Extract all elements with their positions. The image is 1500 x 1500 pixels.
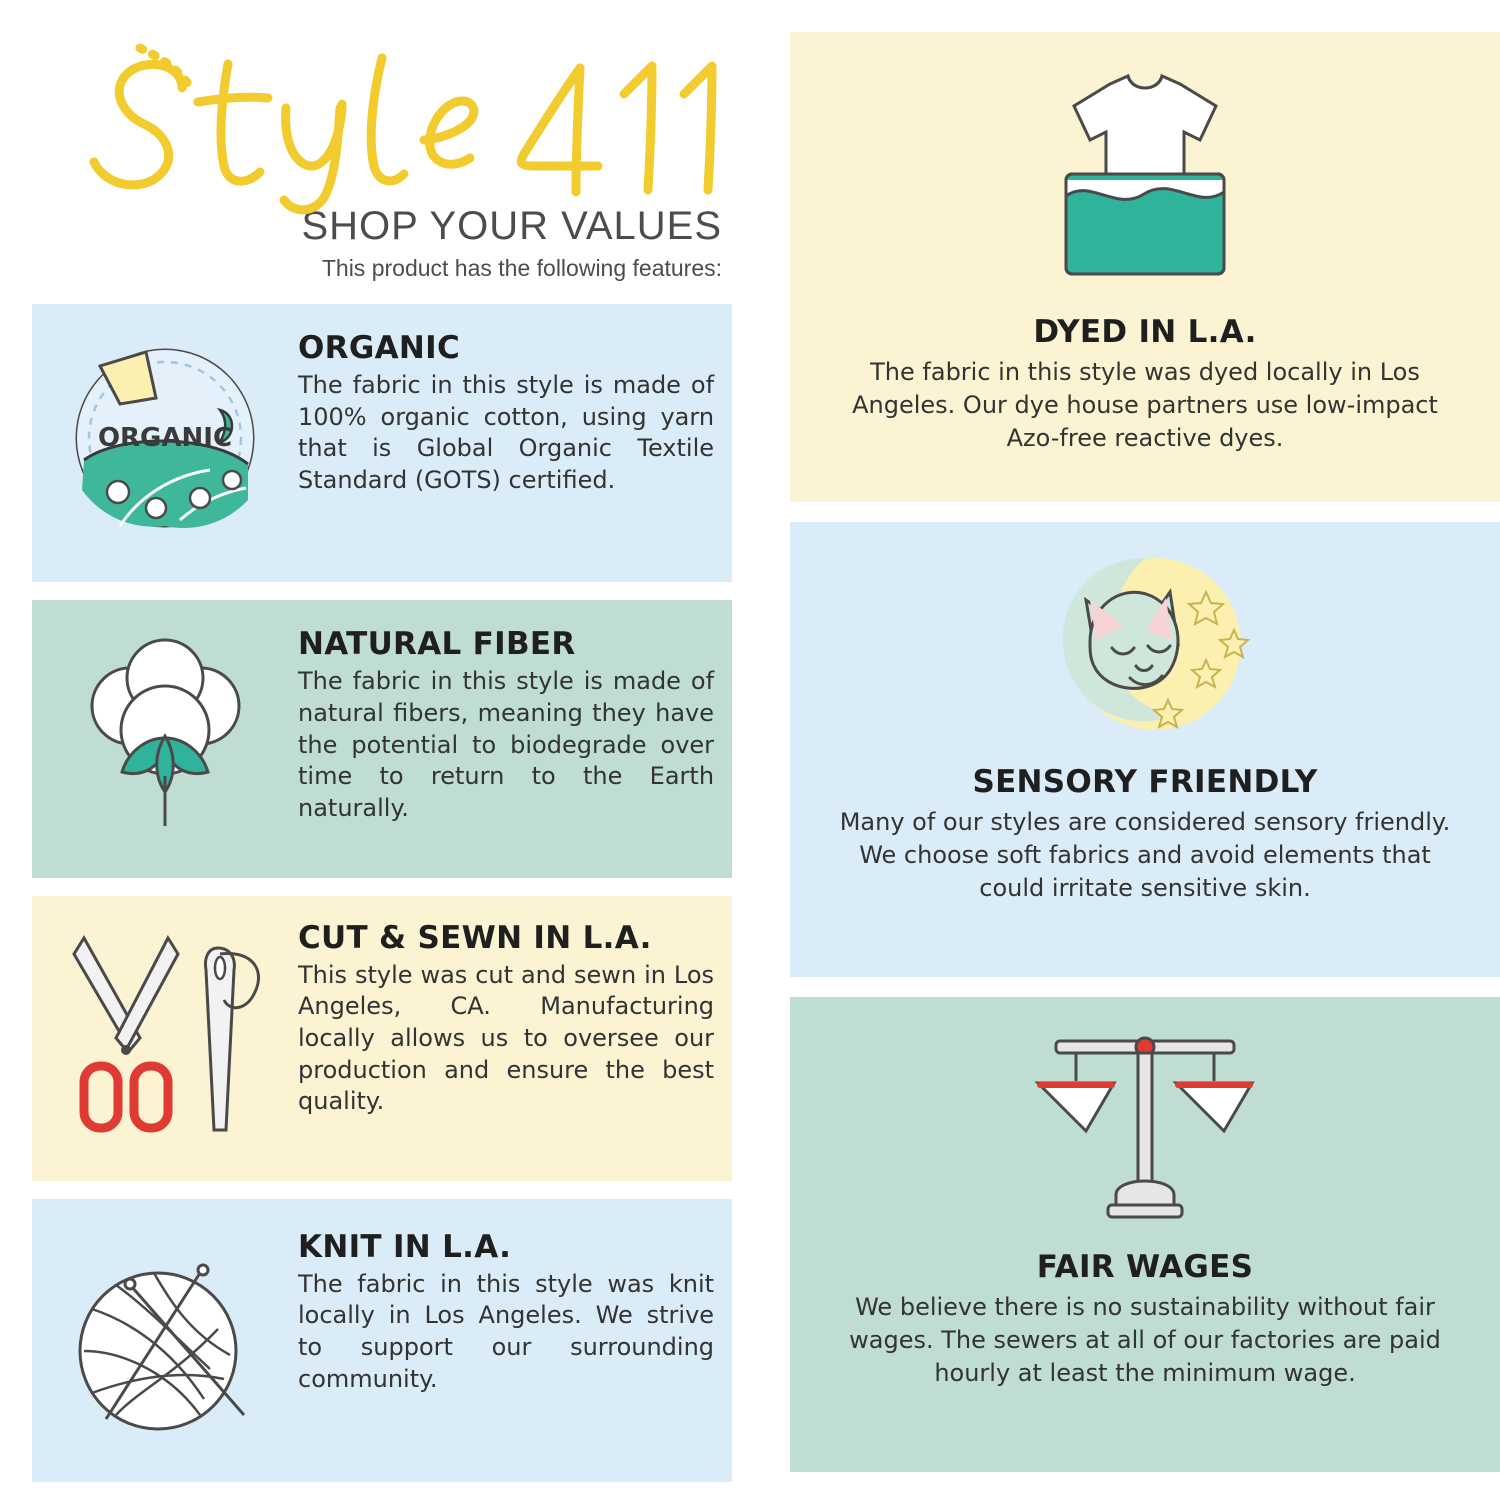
feature-title: NATURAL FIBER (298, 626, 576, 663)
feature-body (298, 1229, 732, 1396)
subtagline: This product has the following features: (321, 255, 723, 281)
feature-card-knit (32, 1199, 732, 1482)
feature-text: Many of our styles are considered sensory friendly. We choose soft fabrics and avoid elements that could irritate sensitive skin. (839, 808, 1451, 903)
feature-body (298, 330, 732, 497)
balance-scale-icon (830, 1019, 1460, 1239)
feature-text: The fabric in this style is made of 100% organic cotton, using yarn that is Global Organic Textile Standard (GOTS) certified. (298, 371, 715, 495)
header (32, 0, 732, 282)
feature-text: We believe there is no sustainability without fair wages. The sewers at all of our factories are paid hourly at least the minimum wage. (849, 1293, 1441, 1388)
feature-card-dyed (790, 32, 1500, 502)
feature-title: SENSORY FRIENDLY (972, 764, 1318, 800)
feature-card-cut-and-sewn (32, 896, 732, 1181)
feature-title: ORGANIC (298, 330, 460, 366)
scissors-needle-icon (32, 920, 298, 1145)
yarn-ball-icon (32, 1229, 298, 1444)
tagline: SHOP YOUR VALUES (301, 204, 723, 248)
feature-card-organic (32, 304, 732, 582)
sleeping-cat-moon-icon (830, 544, 1460, 754)
organic-globe-icon (32, 330, 298, 540)
style-411-logo (32, 28, 722, 218)
feature-text: The fabric in this style was dyed locally in Los Angeles. Our dye house partners use low-impact Azo-free reactive dyes. (852, 358, 1438, 453)
right-column (790, 0, 1500, 1500)
feature-body (298, 920, 732, 1118)
feature-text: This style was cut and sewn in Los Angeles, CA. Manufacturing locally allows us to oversee our production and ensure the best quality. (298, 960, 715, 1116)
feature-body (298, 626, 732, 824)
organic-icon-label: ORGANIC (97, 423, 233, 453)
left-column (32, 0, 732, 1500)
feature-title: CUT & SEWN IN L.A. (298, 919, 652, 956)
dyed-tshirt-icon (830, 54, 1460, 304)
feature-text: The fabric in this style is made of natural fibers, meaning they have the potential to biodegrade over time to return to the Earth naturally. (298, 667, 715, 822)
feature-card-fair-wages (790, 997, 1500, 1472)
feature-text: The fabric in this style was knit locally in Los Angeles. We strive to support our surrounding community. (298, 1269, 715, 1393)
cotton-boll-icon (32, 626, 298, 841)
feature-title: DYED IN L.A. (1033, 314, 1257, 350)
feature-title: KNIT IN L.A. (298, 1228, 512, 1265)
feature-title: FAIR WAGES (1036, 1249, 1254, 1285)
feature-card-natural-fiber (32, 600, 732, 877)
feature-card-sensory (790, 522, 1500, 977)
